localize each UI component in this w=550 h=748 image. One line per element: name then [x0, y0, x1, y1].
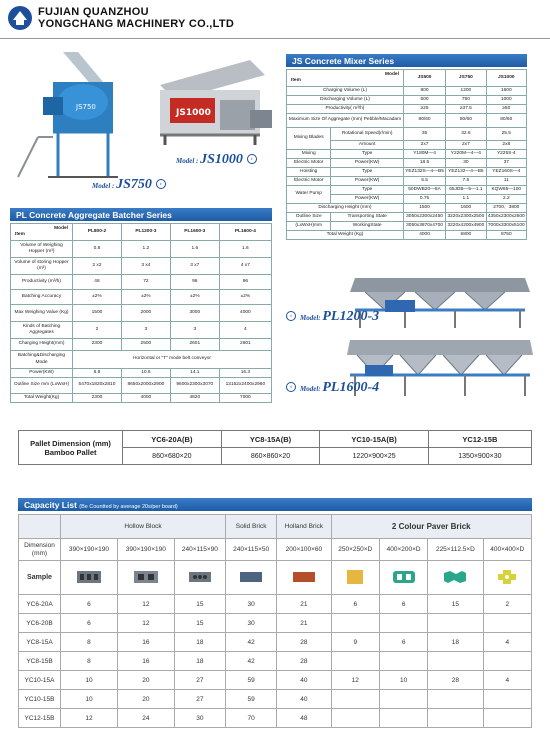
table-cell: 30	[226, 614, 277, 633]
pallet-col-yc8: YC8-15A(B)	[221, 431, 320, 448]
table-cell: 42	[226, 633, 277, 652]
table-cell	[331, 652, 379, 671]
table-cell: Horizontal or "T" mode belt conveyor	[73, 351, 272, 369]
table-cell: 80/60	[486, 114, 526, 128]
table-cell: 6800	[446, 231, 486, 240]
table-cell: 20	[117, 671, 174, 690]
table-cell: 10	[379, 671, 427, 690]
table-cell: 10	[61, 671, 118, 690]
table-cell: ≥37.5	[446, 105, 486, 114]
table-cell: Productivity (m³/h)	[11, 275, 73, 290]
table-row	[287, 231, 527, 240]
col-pl800-2: PL800-2	[73, 224, 122, 241]
table-cell: 6	[61, 595, 118, 614]
table-cell: 1.1	[446, 195, 486, 204]
table-cell	[331, 709, 379, 728]
pallet-val: 1350×900×30	[428, 448, 531, 465]
model-cell: YC8-15A	[19, 633, 61, 652]
table-cell: 3220x4200x4900	[446, 222, 486, 231]
table-cell: 1200	[446, 87, 486, 96]
table-cell	[483, 709, 531, 728]
table-row	[287, 150, 527, 159]
table-row	[19, 614, 532, 633]
table-cell: Charging Volume (L)	[287, 87, 404, 96]
svg-text:JS1000: JS1000	[176, 108, 211, 118]
company-name-line2: YONGCHANG MACHINERY CO.,LTD	[38, 18, 235, 30]
table-cell: 4	[483, 633, 531, 652]
table-cell: Type	[331, 168, 404, 177]
pl-batcher-title: PL Concrete Aggregate Batcher Series	[10, 208, 272, 221]
table-cell: 8750	[486, 231, 526, 240]
table-cell: 28	[277, 633, 331, 652]
table-cell: 7000	[219, 394, 271, 403]
table-cell: 10	[61, 690, 118, 709]
group-holland-brick: Holland Brick	[277, 515, 331, 539]
table-cell: Power(KW)	[331, 159, 404, 168]
chevron-left-icon[interactable]: ‹	[286, 311, 296, 321]
table-cell: Y180M—4	[403, 150, 445, 159]
table-cell: 1.2	[121, 241, 170, 258]
table-cell: Outline Size mm (LxWxH)	[11, 378, 73, 394]
sample-hollow-small	[174, 561, 225, 595]
table-cell: ≥50	[486, 105, 526, 114]
pl-batcher-section	[10, 208, 272, 403]
js750-machine-image	[8, 42, 128, 192]
group-hollow-block: Hollow Block	[61, 515, 226, 539]
table-cell: 1500	[403, 204, 445, 213]
table-row	[19, 633, 532, 652]
table-cell: Mixing Blades	[287, 128, 331, 150]
table-cell: Hoisting	[287, 168, 331, 177]
table-row	[19, 652, 532, 671]
table-cell: 37	[486, 159, 526, 168]
header-divider	[0, 38, 550, 39]
table-row	[11, 351, 272, 369]
table-cell: 2.2	[486, 195, 526, 204]
table-row	[11, 322, 272, 339]
table-cell: 59	[226, 671, 277, 690]
table-cell: 18	[174, 652, 225, 671]
sample-paver-ring	[379, 561, 427, 595]
js-mixer-table	[286, 69, 527, 240]
table-cell: (LxWxH)mm	[287, 222, 331, 231]
table-cell: 16.3	[219, 369, 271, 378]
table-cell: 50DWB20—8A	[403, 186, 445, 195]
table-cell: 96	[170, 275, 219, 290]
table-cell: 3050x2300x2450	[403, 213, 445, 222]
table-row	[19, 595, 532, 614]
table-row	[19, 709, 532, 728]
table-cell	[428, 652, 483, 671]
table-cell: 21	[277, 595, 331, 614]
table-cell: 2x7	[403, 141, 445, 150]
table-cell	[331, 690, 379, 709]
js-mixer-title: JS Concrete Mixer Series	[286, 54, 527, 67]
table-cell: 27	[174, 671, 225, 690]
table-cell: 30	[446, 159, 486, 168]
table-cell	[428, 614, 483, 633]
table-cell: 4000	[219, 305, 271, 322]
table-cell: 4000	[403, 231, 445, 240]
table-cell: 30	[226, 595, 277, 614]
table-cell: 25.5	[486, 128, 526, 141]
table-cell: 2x8	[486, 141, 526, 150]
table-cell: 2 x2	[73, 258, 122, 275]
table-cell: 0.75	[403, 195, 445, 204]
table-cell: 2	[483, 595, 531, 614]
table-cell: 3 x4	[121, 258, 170, 275]
pallet-val: 860×860×20	[221, 448, 320, 465]
table-cell: 96	[219, 275, 271, 290]
table-cell: 35	[403, 128, 445, 141]
js1000-machine-image	[140, 40, 280, 150]
model-cell: YC6-20A	[19, 595, 61, 614]
company-logo	[6, 4, 34, 32]
table-cell: 42	[226, 652, 277, 671]
company-name-line1: FUJIAN QUANZHOU	[38, 6, 149, 18]
table-cell: Discharging Height (mm)	[287, 204, 404, 213]
sample-holland-brick	[277, 561, 331, 595]
dim-cell: 390×190×190	[117, 539, 174, 561]
table-cell: 12	[61, 709, 118, 728]
table-cell: Electric Motor	[287, 177, 331, 186]
table-cell: 6	[61, 614, 118, 633]
table-cell: Maximum Size Of Aggregate (mm) Pebble/Macadam	[287, 114, 404, 128]
pallet-col-yc10: YC10-15A(B)	[320, 431, 428, 448]
table-cell: 750	[446, 96, 486, 105]
sample-hollow-3hole	[61, 561, 118, 595]
cap-empty-corner	[19, 515, 61, 539]
table-cell: 7000x3300x5100	[486, 222, 526, 231]
model-cell: YC10-15B	[19, 690, 61, 709]
table-cell: ±2%	[73, 290, 122, 305]
pallet-table	[18, 430, 532, 465]
sample-solid-brick	[226, 561, 277, 595]
table-cell: Discharging Volume (L)	[287, 96, 404, 105]
table-row	[11, 258, 272, 275]
sample-paver-cross	[483, 561, 531, 595]
table-cell: 70	[226, 709, 277, 728]
table-cell: Y220M—4—4	[446, 150, 486, 159]
table-cell: Max Weighing Value (Kg)	[11, 305, 73, 322]
table-cell: 18	[174, 633, 225, 652]
table-corner: Model Item	[287, 70, 404, 87]
table-cell: 11	[486, 177, 526, 186]
table-cell	[331, 614, 379, 633]
table-cell: 12	[117, 614, 174, 633]
table-cell: 20	[117, 690, 174, 709]
table-cell: 24	[117, 709, 174, 728]
table-corner: Model Item	[11, 224, 73, 241]
model-cell: YC6-20B	[19, 614, 61, 633]
svg-text:JS750: JS750	[76, 103, 96, 111]
table-cell: 9	[331, 633, 379, 652]
group-paver-brick: 2 Colour Paver Brick	[331, 515, 531, 539]
table-cell: 1500	[73, 305, 122, 322]
dim-label: Dimension (mm)	[19, 539, 61, 561]
table-row	[287, 128, 527, 141]
table-cell: KQW65—100	[486, 186, 526, 195]
table-cell: 2601	[219, 339, 271, 351]
table-row	[287, 222, 527, 231]
table-cell: 5470x1820x2810	[73, 378, 122, 394]
sample-paver-square	[331, 561, 379, 595]
table-cell: 59	[226, 690, 277, 709]
pallet-col-yc6: YC6-20A(B)	[123, 431, 222, 448]
table-cell	[379, 614, 427, 633]
table-cell: 14.1	[170, 369, 219, 378]
sample-label: Sample	[19, 561, 61, 595]
col-js500: JS500	[403, 70, 445, 87]
table-cell: 3 x7	[170, 258, 219, 275]
group-solid-brick: Solid Brick	[226, 515, 277, 539]
table-row	[287, 168, 527, 177]
table-cell: 2601	[170, 339, 219, 351]
table-row	[287, 105, 527, 114]
table-row	[11, 290, 272, 305]
pallet-col-yc12: YC12-15B	[428, 431, 531, 448]
table-cell: Water Pump	[287, 186, 331, 204]
table-cell	[379, 652, 427, 671]
capacity-subtitle: (Be Countted by average 20s/per board)	[79, 504, 178, 510]
table-cell: 6	[331, 595, 379, 614]
capacity-title-bar	[18, 498, 532, 511]
table-cell: 3	[170, 322, 219, 339]
table-row	[287, 204, 527, 213]
model-cell: YC10-15A	[19, 671, 61, 690]
sample-paver-wave	[428, 561, 483, 595]
table-cell: 12	[117, 595, 174, 614]
table-row	[287, 159, 527, 168]
table-cell: ±2%	[219, 290, 271, 305]
table-cell: 15	[174, 614, 225, 633]
pallet-val: 860×680×20	[123, 448, 222, 465]
table-cell: Power(KW)	[331, 177, 404, 186]
col-pl1200-3: PL1200-3	[121, 224, 170, 241]
table-cell: 3	[121, 322, 170, 339]
table-cell: 2000	[121, 305, 170, 322]
col-pl1600-3: PL1600-3	[170, 224, 219, 241]
table-cell: 40	[277, 671, 331, 690]
table-cell: 18.5	[403, 159, 445, 168]
table-cell: 2500	[121, 339, 170, 351]
table-cell: Batching Accuracy	[11, 290, 73, 305]
table-cell: 15	[428, 595, 483, 614]
model-js750-label: Model : JS750 ›	[92, 175, 166, 193]
table-cell: 27	[174, 690, 225, 709]
table-cell	[483, 690, 531, 709]
table-cell: 8650x2000x2900	[121, 378, 170, 394]
table-row	[19, 690, 532, 709]
table-cell	[483, 614, 531, 633]
table-cell: 0.8	[73, 241, 122, 258]
table-cell: 65JDB—5—1.1	[446, 186, 486, 195]
table-cell: Rotational Speed(r/min)	[331, 128, 404, 141]
model-pl1600-label: ‹ Model: PL1600-4	[286, 378, 379, 396]
table-cell: 1600	[486, 87, 526, 96]
table-row	[11, 378, 272, 394]
table-cell: 2x7	[446, 141, 486, 150]
col-js1000: JS1000	[486, 70, 526, 87]
table-cell: 12	[331, 671, 379, 690]
table-cell: Amount	[331, 141, 404, 150]
table-cell: ±2%	[121, 290, 170, 305]
table-cell: 16	[117, 652, 174, 671]
pallet-val: 1220×900×25	[320, 448, 428, 465]
table-cell: 30	[174, 709, 225, 728]
dim-cell: 250×250×D	[331, 539, 379, 561]
table-cell: 21	[277, 614, 331, 633]
table-cell: 4000	[121, 394, 170, 403]
table-cell: 2	[73, 322, 122, 339]
table-cell	[379, 690, 427, 709]
chevron-right-icon[interactable]: ›	[156, 179, 166, 189]
table-cell: Volume of storing Hopper (m³)	[11, 258, 73, 275]
table-cell: 72	[121, 275, 170, 290]
table-cell: 2700、3800	[486, 204, 526, 213]
table-cell: 3050x3870x4700	[403, 222, 445, 231]
table-cell: Total Weight (Kg)	[287, 231, 404, 240]
table-cell: YEZ132S—4—B5	[403, 168, 445, 177]
table-cell	[483, 652, 531, 671]
dim-cell: 200×100×60	[277, 539, 331, 561]
pl-batcher-table	[10, 223, 272, 403]
col-pl1600-4: PL1600-4	[219, 224, 271, 241]
table-cell: Charging Height(mm)	[11, 339, 73, 351]
table-cell: 2300	[73, 339, 122, 351]
table-cell: 80/60	[446, 114, 486, 128]
chevron-left-icon[interactable]: ‹	[286, 382, 296, 392]
table-cell: Power(KW)	[331, 195, 404, 204]
table-row	[287, 186, 527, 195]
capacity-table	[18, 514, 532, 728]
table-cell: 1.6	[170, 241, 219, 258]
table-cell: Y225S-4	[486, 150, 526, 159]
table-row	[19, 671, 532, 690]
table-cell: 3000	[170, 305, 219, 322]
table-cell	[379, 709, 427, 728]
table-cell: 4	[483, 671, 531, 690]
table-cell: Volume of Weighing Hopper (m³)	[11, 241, 73, 258]
table-cell: 40	[277, 690, 331, 709]
dim-cell: 400×200×D	[379, 539, 427, 561]
table-row	[287, 96, 527, 105]
table-cell: 5.5	[403, 177, 445, 186]
table-cell: Type	[331, 150, 404, 159]
table-cell: 1600	[446, 204, 486, 213]
table-cell: 6	[379, 633, 427, 652]
table-cell: 1.6	[219, 241, 271, 258]
table-cell: 10.6	[121, 369, 170, 378]
table-cell: 48	[277, 709, 331, 728]
model-js1000-label: Model : JS1000 ›	[176, 150, 257, 168]
model-cell: YC8-15B	[19, 652, 61, 671]
table-row	[11, 394, 272, 403]
table-cell: 48	[73, 275, 122, 290]
table-cell: ≥25	[403, 105, 445, 114]
table-cell: 18	[428, 633, 483, 652]
table-cell: 13152x2400x2960	[219, 378, 271, 394]
table-cell: Type	[331, 186, 404, 195]
table-row	[11, 275, 272, 290]
table-cell: 28	[277, 652, 331, 671]
table-cell: Kinds of Batching Aggregates	[11, 322, 73, 339]
table-cell: 4 x7	[219, 258, 271, 275]
sample-hollow-2hole	[117, 561, 174, 595]
table-cell: Productivity( m³/h)	[287, 105, 404, 114]
table-cell: 16	[117, 633, 174, 652]
capacity-title: Capacity List	[24, 500, 77, 510]
table-cell: YEZ160S—4	[486, 168, 526, 177]
table-cell: 6	[379, 595, 427, 614]
table-cell: 2300	[73, 394, 122, 403]
table-cell: 500	[403, 96, 445, 105]
table-cell	[428, 709, 483, 728]
table-row	[287, 213, 527, 222]
table-cell: 15	[174, 595, 225, 614]
table-cell: Transporting State	[331, 213, 404, 222]
model-cell: YC12-15B	[19, 709, 61, 728]
dim-cell: 390×190×190	[61, 539, 118, 561]
table-row	[287, 114, 527, 128]
table-cell: 8	[61, 652, 118, 671]
pallet-row-label: Pallet Dimension (mm) Bamboo Pallet	[19, 431, 123, 465]
dim-cell: 400×400×D	[483, 539, 531, 561]
table-cell: 8	[61, 633, 118, 652]
model-pl1200-label: ‹ Model: PL1200-3	[286, 307, 379, 325]
table-row	[287, 87, 527, 96]
table-cell: 4	[219, 322, 271, 339]
table-cell: 28	[428, 671, 483, 690]
chevron-right-icon[interactable]: ›	[247, 154, 257, 164]
table-cell: 80/60	[403, 114, 445, 128]
table-cell: Batching&Discharging Mode	[11, 351, 73, 369]
table-cell: 7.5	[446, 177, 486, 186]
table-cell: 9600x2300x3070	[170, 378, 219, 394]
table-cell: 4350x2300x2600	[486, 213, 526, 222]
dim-cell: 240×115×90	[174, 539, 225, 561]
col-js750: JS750	[446, 70, 486, 87]
table-cell: 6.6	[73, 369, 122, 378]
table-cell: WorkingState	[331, 222, 404, 231]
table-row	[11, 241, 272, 258]
table-row	[11, 305, 272, 322]
dim-cell: 240×115×50	[226, 539, 277, 561]
table-cell: 3220x2300x2500	[446, 213, 486, 222]
table-row	[11, 369, 272, 378]
table-cell: YEZ132—4—B5	[446, 168, 486, 177]
table-row	[287, 177, 527, 186]
table-cell: Power(KW)	[11, 369, 73, 378]
table-cell: Electric Motor	[287, 159, 331, 168]
table-cell	[428, 690, 483, 709]
js-mixer-section	[286, 54, 527, 240]
table-cell: 4820	[170, 394, 219, 403]
table-cell: ±2%	[170, 290, 219, 305]
dim-cell: 225×112.5×D	[428, 539, 483, 561]
table-cell: 1000	[486, 96, 526, 105]
table-cell: 800	[403, 87, 445, 96]
table-cell: 32.6	[446, 128, 486, 141]
table-row	[11, 339, 272, 351]
table-cell: Outline Size	[287, 213, 331, 222]
table-cell: Total Weight(Kg)	[11, 394, 73, 403]
table-cell: Mixing	[287, 150, 331, 159]
